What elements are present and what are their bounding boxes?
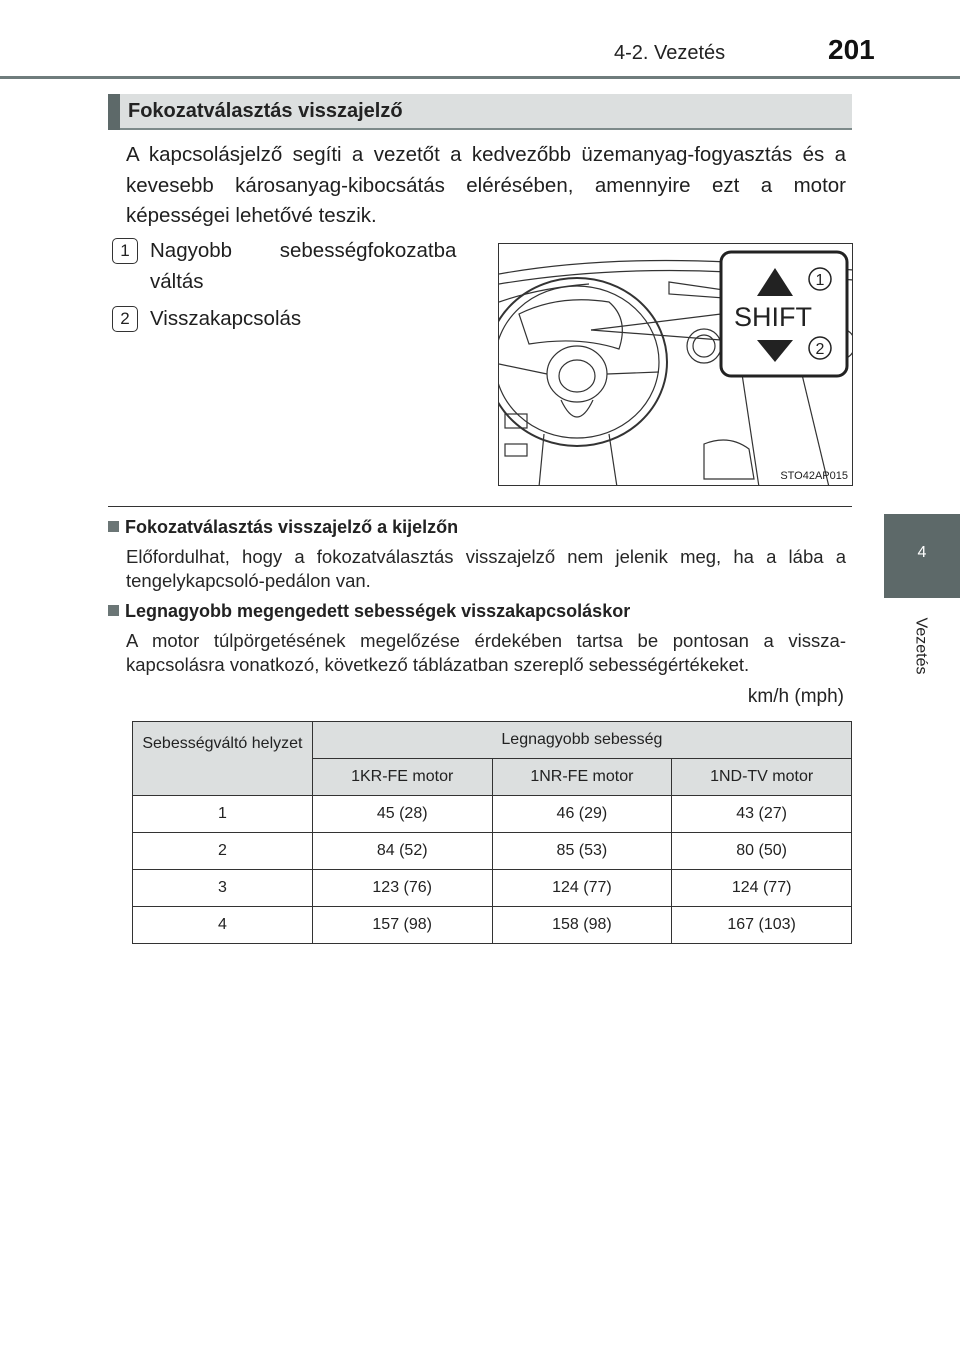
table-row [133, 796, 852, 833]
table-row [133, 833, 852, 870]
section-title: Fokozatválasztás visszajelző [128, 100, 403, 122]
note-body-2: A motor túlpörgetésének megelőzése érdekében tartsa be pontosan a vissza-kapcsolásra vonatkozó, következő táblázatban szereplő sebességértékeket. [126, 630, 846, 675]
note-heading-1-text: Fokozatválasztás visszajelző a kijelzőn [125, 517, 459, 537]
chapter-side-label [880, 598, 960, 694]
column-header-gear-position: Sebességváltó helyzet [133, 722, 313, 796]
note-heading-2 [108, 601, 630, 622]
gear-cell: 2 [133, 833, 313, 870]
legend-number-1: 1 [112, 238, 138, 264]
note-bullet-icon [108, 605, 119, 616]
chapter-number: 4 [917, 544, 927, 561]
legend-item-1-line2: váltás [150, 270, 204, 293]
column-header-engine: 1NR-FE motor [492, 759, 672, 796]
section-title-accent [108, 94, 120, 130]
dashboard-drawing [499, 244, 853, 486]
callout-number-2: 2 [815, 341, 825, 358]
legend-number-2: 2 [112, 306, 138, 332]
note-heading-2-text: Legnagyobb megengedett sebességek visszakapcsoláskor [125, 601, 631, 621]
speed-cell: 46 (29) [492, 796, 672, 833]
speed-cell: 157 (98) [312, 907, 492, 944]
column-header-engine: 1KR-FE motor [312, 759, 492, 796]
gear-cell: 4 [133, 907, 313, 944]
legend-item-1-text: Nagyobb sebességfokozatba [150, 239, 457, 262]
section-title-bar [108, 94, 852, 130]
max-speed-table [132, 721, 852, 944]
intro-paragraph: A kapcsolásjelző segíti a vezetőt a kedvezőbb üzemanyag-fogyasztás és a kevesebb károsanyag-kibocsátás elérésében, amennyire ezt a motor képességei lehetővé teszik. [126, 143, 846, 227]
page-number: 201 [828, 34, 875, 65]
speed-cell: 43 (27) [672, 796, 852, 833]
speed-cell: 45 (28) [312, 796, 492, 833]
speed-cell: 167 (103) [672, 907, 852, 944]
chapter-title: Vezetés [912, 617, 929, 675]
note-body-1: Előfordulhat, hogy a fokozatválasztás visszajelző nem jelenik meg, ha a lába a tengelykapcsoló-pedálon van. [126, 546, 846, 591]
header-rule [0, 76, 960, 79]
chapter-tab [884, 514, 960, 598]
dashboard-illustration [498, 243, 853, 486]
note-heading-1 [108, 517, 458, 538]
illustration-code: STO42AP015 [780, 470, 848, 482]
speed-cell: 123 (76) [312, 870, 492, 907]
column-header-max-speed: Legnagyobb sebesség [312, 722, 851, 759]
speed-cell: 80 (50) [672, 833, 852, 870]
table-row [133, 870, 852, 907]
section-divider [108, 506, 852, 507]
legend-item-1-line1 [150, 236, 480, 267]
section-breadcrumb: 4-2. Vezetés [614, 42, 726, 64]
column-header-engine: 1ND-TV motor [672, 759, 852, 796]
table-unit: km/h (mph) [747, 686, 844, 707]
gear-cell: 1 [133, 796, 313, 833]
speed-cell: 84 (52) [312, 833, 492, 870]
gear-cell: 3 [133, 870, 313, 907]
speed-cell: 124 (77) [672, 870, 852, 907]
speed-cell: 158 (98) [492, 907, 672, 944]
note-bullet-icon [108, 521, 119, 532]
table-row [133, 907, 852, 944]
speed-cell: 85 (53) [492, 833, 672, 870]
shift-label: SHIFT [734, 302, 812, 332]
speed-cell: 124 (77) [492, 870, 672, 907]
legend-item-2-text: Visszakapcsolás [150, 307, 302, 330]
callout-number-1: 1 [815, 272, 825, 289]
